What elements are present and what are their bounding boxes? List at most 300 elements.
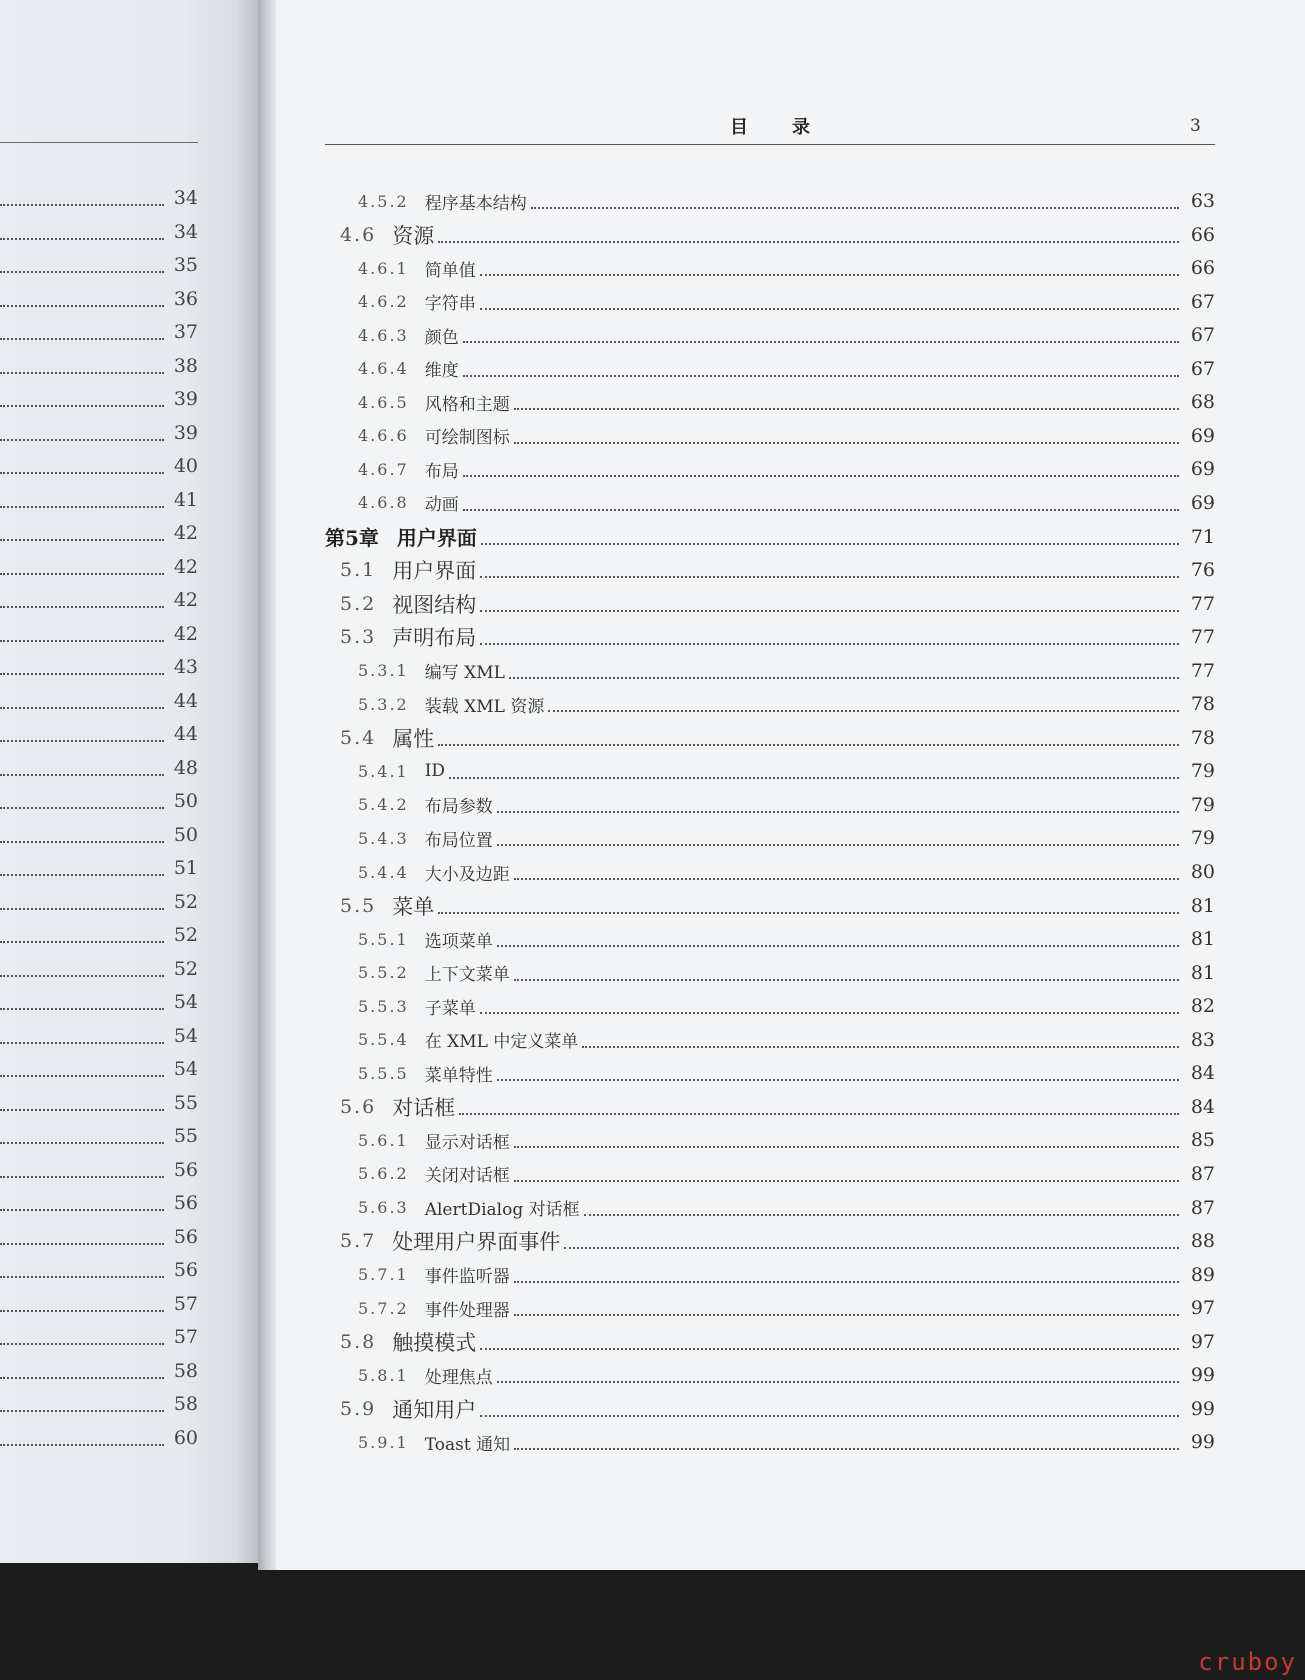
toc-entry[interactable] xyxy=(358,958,1215,988)
toc-entry-title: 对话框 xyxy=(392,1095,456,1120)
toc-entry-page: 97 xyxy=(1190,1330,1215,1353)
left-page-number: 54 xyxy=(173,1058,198,1080)
leader-dots xyxy=(497,931,1179,947)
toc-entry-page: 69 xyxy=(1190,491,1215,514)
toc-entry-title: 属性 xyxy=(392,726,435,751)
toc-entry[interactable] xyxy=(358,1159,1215,1189)
toc-entry[interactable] xyxy=(340,723,1215,753)
leader-dots xyxy=(0,1396,164,1412)
toc-entry[interactable] xyxy=(340,589,1215,619)
leader-dots xyxy=(463,327,1179,343)
left-page-number: 39 xyxy=(173,421,198,444)
left-toc-row xyxy=(0,1323,198,1351)
leader-dots xyxy=(584,1200,1179,1216)
toc-entry[interactable] xyxy=(340,622,1215,652)
toc-entry-page: 77 xyxy=(1190,659,1215,682)
toc-entry-title: 程序基本结构 xyxy=(424,193,527,214)
leader-dots xyxy=(514,394,1179,410)
toc-entry[interactable] xyxy=(358,823,1215,853)
left-toc-row xyxy=(0,285,198,313)
toc-entry-title: 选项菜单 xyxy=(424,931,493,952)
toc-entry[interactable] xyxy=(358,1360,1215,1390)
toc-entry-number: 4.6.6 xyxy=(358,426,409,446)
toc-entry-title: 菜单特性 xyxy=(424,1065,493,1086)
leader-dots xyxy=(0,224,164,240)
toc-entry[interactable] xyxy=(358,924,1215,954)
toc-entry[interactable] xyxy=(358,454,1215,484)
leader-dots xyxy=(514,1166,1179,1182)
leader-dots xyxy=(0,257,164,273)
toc-entry-page: 67 xyxy=(1190,290,1215,313)
left-page-number: 57 xyxy=(173,1326,198,1348)
toc-entry-title: 视图结构 xyxy=(392,592,477,617)
left-page-number: 52 xyxy=(173,924,198,946)
toc-entry[interactable] xyxy=(358,1260,1215,1290)
toc-entry-number: 5.6.3 xyxy=(358,1198,409,1217)
leader-dots xyxy=(0,525,164,541)
toc-entry-number: 5.5.2 xyxy=(358,963,409,983)
leader-dots xyxy=(0,358,164,374)
left-page-number: 42 xyxy=(173,522,198,544)
toc-entry-title: 布局 xyxy=(424,461,459,482)
leader-dots xyxy=(509,663,1179,679)
left-toc-row xyxy=(0,519,198,547)
toc-entry-page: 79 xyxy=(1190,827,1215,850)
toc-entry-number: 5.3 xyxy=(340,626,377,649)
toc-entry-number: 5.7.1 xyxy=(358,1265,409,1285)
left-toc-row xyxy=(0,1256,198,1284)
toc-entry-title: 事件监听器 xyxy=(424,1267,510,1288)
toc-entry-page: 81 xyxy=(1190,894,1215,917)
toc-entry[interactable] xyxy=(358,1193,1215,1223)
toc-entry[interactable] xyxy=(358,790,1215,820)
toc-entry[interactable] xyxy=(358,656,1215,686)
left-toc-row xyxy=(0,1390,198,1418)
left-page-number: 44 xyxy=(173,723,198,745)
toc-entry-number: 5.4.4 xyxy=(358,862,409,882)
toc-entry-number: 5.6 xyxy=(340,1095,377,1118)
leader-dots xyxy=(548,696,1179,712)
leader-dots xyxy=(514,1434,1179,1450)
leader-dots xyxy=(0,391,164,407)
leader-dots xyxy=(514,428,1179,444)
toc-entry[interactable] xyxy=(340,1092,1215,1122)
toc-entry-title: 菜单 xyxy=(392,894,435,919)
toc-entry-page: 99 xyxy=(1190,1431,1215,1454)
leader-dots xyxy=(0,324,164,340)
toc-entry-number: 5.7 xyxy=(340,1230,377,1253)
toc-entry[interactable] xyxy=(358,689,1215,719)
left-toc-row xyxy=(0,1357,198,1385)
leader-dots xyxy=(0,190,164,206)
toc-entry-number: 4.6 xyxy=(340,223,377,246)
toc-entry-title: AlertDialog 对话框 xyxy=(424,1200,580,1220)
toc-entry-number: 4.6.4 xyxy=(358,359,409,379)
leader-dots xyxy=(480,1401,1179,1417)
toc-entry-title: 动画 xyxy=(424,495,459,516)
left-toc-row xyxy=(0,1122,198,1150)
toc-entry-page: 71 xyxy=(1190,525,1215,548)
left-toc-row xyxy=(0,184,198,212)
leader-dots xyxy=(0,1262,164,1278)
leader-dots xyxy=(0,860,164,876)
leader-dots xyxy=(0,961,164,977)
toc-entry-title: 用户界面 xyxy=(392,559,477,584)
toc-entry-title: 编写 XML xyxy=(424,663,505,684)
left-toc-row xyxy=(0,988,198,1016)
toc-entry-number: 5.5.4 xyxy=(358,1030,409,1050)
left-toc-row xyxy=(0,1290,198,1318)
toc-entry[interactable] xyxy=(358,421,1215,451)
toc-entry-title: 声明布局 xyxy=(392,626,477,651)
toc-entry-number: 4.6.1 xyxy=(358,258,409,278)
leader-dots xyxy=(0,1061,164,1077)
toc-entry-page: 99 xyxy=(1190,1397,1215,1420)
leader-dots xyxy=(0,726,164,742)
toc-entry-page: 78 xyxy=(1190,693,1215,716)
left-toc-row xyxy=(0,553,198,581)
left-page-number: 50 xyxy=(173,790,198,812)
toc-entry-number: 5.3.1 xyxy=(358,661,409,681)
leader-dots xyxy=(480,596,1179,612)
toc-entry-number: 5.5.3 xyxy=(358,996,409,1016)
toc-entry-number: 5.7.2 xyxy=(358,1298,409,1318)
toc-entry-number: 5.8 xyxy=(340,1330,377,1353)
toc-entry[interactable] xyxy=(340,220,1215,250)
left-toc-row xyxy=(0,1156,198,1184)
leader-dots xyxy=(0,1329,164,1345)
left-page-number: 36 xyxy=(173,287,198,310)
leader-dots xyxy=(497,830,1179,846)
toc-entry-title: 大小及边距 xyxy=(424,864,510,885)
toc-entry-page: 82 xyxy=(1190,995,1215,1018)
left-page-number: 34 xyxy=(173,220,198,243)
left-toc-row xyxy=(0,1089,198,1117)
toc-entry-title: 装载 XML 资源 xyxy=(424,696,545,717)
left-page-number: 54 xyxy=(173,1024,198,1047)
toc-entry-title: 通知用户 xyxy=(392,1397,477,1422)
left-toc-row xyxy=(0,251,198,279)
leader-dots xyxy=(0,793,164,809)
leader-dots xyxy=(514,965,1179,981)
toc-entry-page: 63 xyxy=(1190,190,1215,212)
toc-entry-title: 简单值 xyxy=(424,260,476,281)
toc-entry-page: 89 xyxy=(1190,1263,1215,1286)
leader-dots xyxy=(0,1195,164,1211)
left-page-number: 56 xyxy=(173,1259,198,1281)
left-toc-row xyxy=(0,352,198,380)
toc-entry[interactable] xyxy=(358,387,1215,417)
leader-dots xyxy=(0,693,164,709)
header-rule xyxy=(325,144,1215,145)
leader-dots xyxy=(514,1267,1179,1283)
toc-entry[interactable] xyxy=(325,522,1215,552)
toc-entry-title: 事件处理器 xyxy=(424,1300,510,1321)
toc-entry[interactable] xyxy=(358,186,1215,216)
left-page-number: 43 xyxy=(173,656,198,678)
leader-dots xyxy=(497,797,1179,813)
toc-entry[interactable] xyxy=(358,320,1215,350)
toc-entry-page: 99 xyxy=(1190,1364,1215,1387)
toc-entry-number: 5.1 xyxy=(340,559,377,582)
toc-entry-page: 78 xyxy=(1190,726,1215,749)
toc-entry-number: 第5章 xyxy=(325,526,379,550)
toc-entry-page: 77 xyxy=(1190,626,1215,649)
left-page-number: 38 xyxy=(173,354,198,377)
toc-entry[interactable] xyxy=(358,1427,1215,1457)
left-toc-row xyxy=(0,419,198,447)
left-toc-row xyxy=(0,1424,198,1452)
toc-entry-number: 5.9 xyxy=(340,1397,377,1420)
leader-dots xyxy=(0,1128,164,1144)
toc-entry[interactable] xyxy=(340,555,1215,585)
left-page-number: 56 xyxy=(173,1192,198,1214)
leader-dots xyxy=(0,425,164,441)
leader-dots xyxy=(480,1334,1179,1350)
leader-dots xyxy=(449,763,1179,779)
toc-entry[interactable] xyxy=(358,756,1215,786)
left-page-number: 54 xyxy=(173,991,198,1013)
leader-dots xyxy=(0,1028,164,1044)
left-page-number: 56 xyxy=(173,1158,198,1181)
left-toc-row xyxy=(0,1223,198,1251)
toc-entry-title: 资源 xyxy=(392,223,435,248)
toc-entry[interactable] xyxy=(358,857,1215,887)
toc-entry-title: 维度 xyxy=(424,361,459,382)
leader-dots xyxy=(0,1229,164,1245)
toc-entry-title: ID xyxy=(424,761,446,782)
left-page-number: 55 xyxy=(173,1125,198,1147)
leader-dots xyxy=(514,1300,1179,1316)
left-page-number: 44 xyxy=(173,689,198,712)
toc-entry[interactable] xyxy=(340,891,1215,921)
toc-entry-number: 5.8.1 xyxy=(358,1365,409,1385)
toc-entry[interactable] xyxy=(358,991,1215,1021)
toc-entry-title: 关闭对话框 xyxy=(424,1166,510,1187)
toc-entry-number: 5.5.5 xyxy=(358,1063,409,1083)
toc-entry-number: 4.6.5 xyxy=(358,392,409,412)
left-page-number: 57 xyxy=(173,1292,198,1315)
toc-entry[interactable] xyxy=(358,1125,1215,1155)
left-page-number: 52 xyxy=(173,890,198,913)
toc-entry[interactable] xyxy=(358,1058,1215,1088)
left-page-number: 48 xyxy=(173,756,198,779)
toc-entry-number: 4.6.3 xyxy=(358,325,409,345)
toc-entry-page: 81 xyxy=(1190,961,1215,984)
left-page-number: 42 xyxy=(173,622,198,645)
leader-dots xyxy=(480,294,1179,310)
left-page-number: 37 xyxy=(173,321,198,343)
leader-dots xyxy=(438,227,1179,243)
left-page-number: 42 xyxy=(173,555,198,578)
leader-dots xyxy=(438,898,1179,914)
leader-dots xyxy=(438,730,1179,746)
leader-dots xyxy=(463,461,1179,477)
toc-entry-page: 67 xyxy=(1190,324,1215,347)
left-toc-row xyxy=(0,854,198,882)
left-toc-row xyxy=(0,318,198,346)
toc-entry-page: 79 xyxy=(1190,793,1215,816)
left-toc-row xyxy=(0,1189,198,1217)
left-toc-row xyxy=(0,754,198,782)
toc-entry[interactable] xyxy=(358,354,1215,384)
page-number: 3 xyxy=(1190,116,1201,136)
toc-entry[interactable] xyxy=(340,1226,1215,1256)
toc-entry-page: 88 xyxy=(1190,1230,1215,1253)
toc-entry-number: 4.6.8 xyxy=(358,493,409,513)
leader-dots xyxy=(463,361,1179,377)
toc-entry-page: 84 xyxy=(1190,1095,1215,1118)
leader-dots xyxy=(0,559,164,575)
toc-entry-page: 85 xyxy=(1190,1129,1215,1152)
left-page-number: 55 xyxy=(173,1091,198,1114)
leader-dots xyxy=(514,864,1179,880)
leader-dots xyxy=(514,1132,1179,1148)
toc-entry-title: 布局参数 xyxy=(424,797,493,818)
left-toc-row xyxy=(0,687,198,715)
toc-entry-number: 5.5 xyxy=(340,894,377,917)
leader-dots xyxy=(480,562,1179,578)
toc-entry-title: 布局位置 xyxy=(424,830,493,851)
leader-dots xyxy=(497,1367,1179,1383)
left-page-number: 60 xyxy=(173,1426,198,1449)
toc-entry-page: 84 xyxy=(1190,1062,1215,1085)
left-page-number: 58 xyxy=(173,1359,198,1382)
left-toc-row xyxy=(0,385,198,413)
leader-dots xyxy=(564,1233,1179,1249)
toc-entry-page: 66 xyxy=(1190,223,1215,246)
left-page-number: 50 xyxy=(173,823,198,846)
left-page-number: 41 xyxy=(173,488,198,511)
leader-dots xyxy=(0,1296,164,1312)
toc-entry-title: 可绘制图标 xyxy=(424,428,510,449)
toc-entry-title: 在 XML 中定义菜单 xyxy=(424,1032,579,1053)
left-toc-row xyxy=(0,620,198,648)
left-toc-row xyxy=(0,921,198,949)
book-spine xyxy=(258,0,278,1570)
leader-dots xyxy=(0,291,164,307)
left-page-number: 56 xyxy=(173,1225,198,1248)
toc-entry-title: 用户界面 xyxy=(396,526,477,550)
toc-entry-title: 上下文菜单 xyxy=(424,965,510,986)
left-page xyxy=(0,0,262,1563)
leader-dots xyxy=(0,894,164,910)
toc-entry-page: 87 xyxy=(1190,1162,1215,1185)
left-toc-row xyxy=(0,888,198,916)
toc-entry-page: 81 xyxy=(1190,928,1215,951)
left-toc-row xyxy=(0,586,198,614)
left-toc-row xyxy=(0,787,198,815)
toc-entry-number: 4.5.2 xyxy=(358,191,409,211)
leader-dots xyxy=(0,1430,164,1446)
left-toc-row xyxy=(0,1055,198,1083)
left-toc-row xyxy=(0,486,198,514)
toc-entry[interactable] xyxy=(358,287,1215,317)
toc-entry-page: 83 xyxy=(1190,1028,1215,1051)
leader-dots xyxy=(0,1162,164,1178)
leader-dots xyxy=(0,458,164,474)
toc-entry-number: 4.6.2 xyxy=(358,292,409,312)
leader-dots xyxy=(463,495,1179,511)
toc-entry[interactable] xyxy=(340,1394,1215,1424)
left-header-rule xyxy=(0,142,198,143)
toc-entry-page: 66 xyxy=(1190,257,1215,280)
left-toc-row xyxy=(0,452,198,480)
left-toc-row xyxy=(0,653,198,681)
toc-entry-number: 5.4.3 xyxy=(358,828,409,848)
leader-dots xyxy=(480,629,1179,645)
toc-entry-title: 风格和主题 xyxy=(424,394,510,415)
toc-entry-number: 5.6.2 xyxy=(358,1164,409,1184)
leader-dots xyxy=(0,592,164,608)
leader-dots xyxy=(481,529,1179,545)
toc-entry[interactable] xyxy=(358,253,1215,283)
toc-entry-title: 字符串 xyxy=(424,294,476,315)
left-page-number: 42 xyxy=(173,589,198,611)
left-toc-row xyxy=(0,218,198,246)
toc-entry-title: 触摸模式 xyxy=(392,1330,477,1355)
toc-entry-title: Toast 通知 xyxy=(424,1434,511,1455)
left-page-number: 39 xyxy=(173,388,198,410)
left-page-number: 34 xyxy=(173,187,198,209)
left-page-number: 51 xyxy=(173,857,198,879)
left-page-number: 35 xyxy=(173,254,198,276)
toc-entry-number: 5.4.1 xyxy=(358,761,409,781)
toc-entry[interactable] xyxy=(340,1327,1215,1357)
leader-dots xyxy=(0,659,164,675)
leader-dots xyxy=(497,1065,1179,1081)
leader-dots xyxy=(531,193,1179,209)
toc-entry-title: 处理焦点 xyxy=(424,1367,493,1388)
leader-dots xyxy=(582,1032,1179,1048)
leader-dots xyxy=(0,760,164,776)
toc-entry-page: 69 xyxy=(1190,458,1215,481)
leader-dots xyxy=(0,492,164,508)
toc-entry[interactable] xyxy=(358,488,1215,518)
toc-entry[interactable] xyxy=(358,1293,1215,1323)
toc-entry-number: 5.2 xyxy=(340,592,377,615)
leader-dots xyxy=(0,1095,164,1111)
toc-entry-page: 69 xyxy=(1190,424,1215,447)
left-page-number: 52 xyxy=(173,957,198,980)
toc-entry-number: 4.6.7 xyxy=(358,459,409,479)
left-toc-row xyxy=(0,720,198,748)
leader-dots xyxy=(480,260,1179,276)
toc-entry-title: 显示对话框 xyxy=(424,1132,510,1153)
left-toc-row xyxy=(0,1022,198,1050)
toc-entry-page: 68 xyxy=(1190,391,1215,414)
toc-entry-number: 5.4 xyxy=(340,726,377,749)
leader-dots xyxy=(0,626,164,642)
left-page-number: 58 xyxy=(173,1393,198,1415)
toc-entry-page: 77 xyxy=(1190,592,1215,615)
leader-dots xyxy=(0,927,164,943)
toc-entry-title: 处理用户界面事件 xyxy=(392,1230,561,1255)
toc-entry-number: 5.6.1 xyxy=(358,1130,409,1150)
toc-entry-number: 5.3.2 xyxy=(358,694,409,714)
toc-entry-number: 5.4.2 xyxy=(358,795,409,815)
left-toc-row xyxy=(0,955,198,983)
leader-dots xyxy=(0,1363,164,1379)
toc-entry-page: 87 xyxy=(1190,1196,1215,1219)
toc-entry-page: 76 xyxy=(1190,559,1215,582)
leader-dots xyxy=(0,827,164,843)
toc-entry-title: 颜色 xyxy=(424,327,459,348)
toc-entry[interactable] xyxy=(358,1025,1215,1055)
toc-entry-page: 80 xyxy=(1190,861,1215,883)
watermark: cruboy xyxy=(1198,1648,1297,1676)
toc-entry-number: 5.9.1 xyxy=(358,1432,409,1452)
